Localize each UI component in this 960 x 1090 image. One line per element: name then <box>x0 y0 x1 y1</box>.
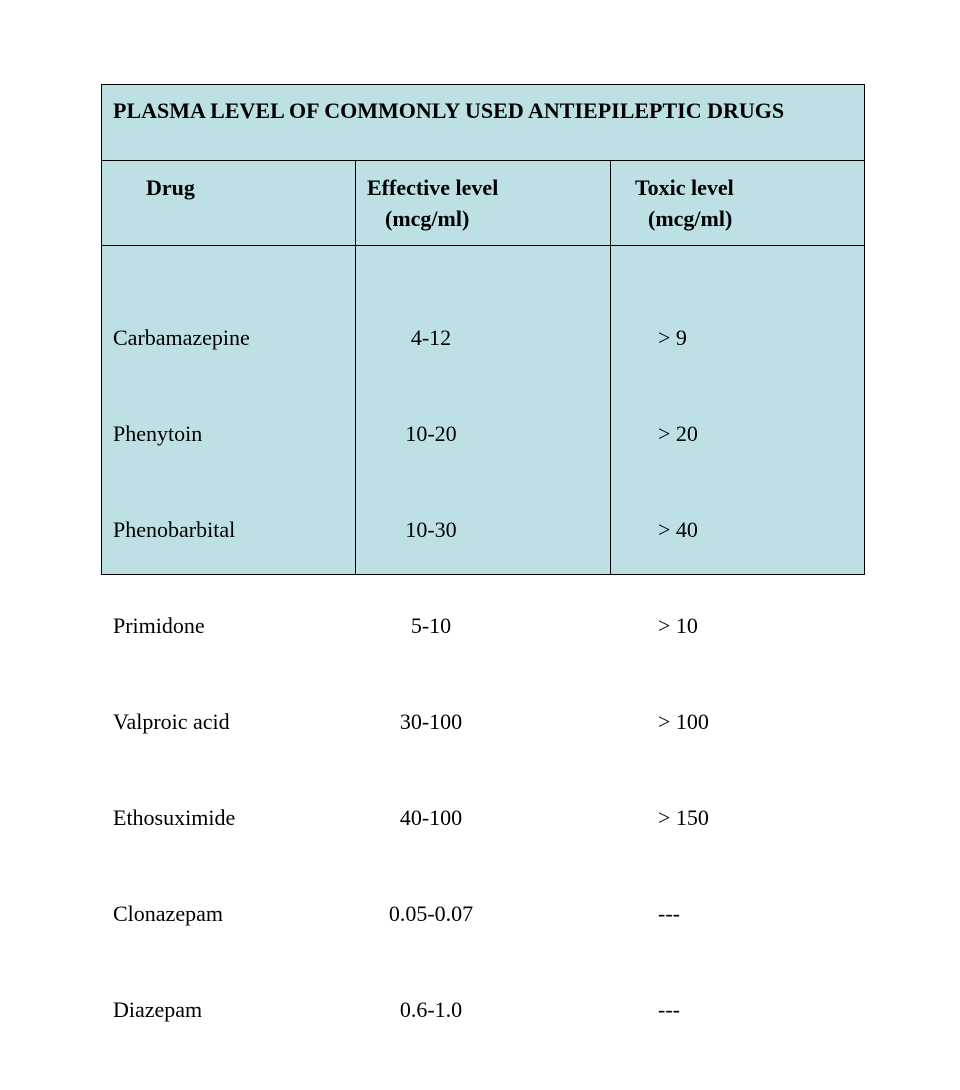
header-drug: Drug <box>146 175 195 200</box>
header-effective-line2: (mcg/ml) <box>385 206 470 231</box>
effective-level-cell: 10-30 <box>405 517 457 542</box>
table-title-row <box>101 85 865 161</box>
header-divider <box>101 245 865 246</box>
effective-level-cell: 30-100 <box>399 709 463 734</box>
drug-level-table <box>101 84 865 1022</box>
toxic-level-column <box>658 258 709 1090</box>
drug-cell: Carbamazepine <box>113 325 250 350</box>
effective-level-column <box>371 258 491 1090</box>
column-divider-2 <box>610 161 611 575</box>
effective-level-cell: 5-10 <box>410 613 452 638</box>
effective-level-cell: 0.05-0.07 <box>388 901 474 926</box>
drug-cell: Phenobarbital <box>113 517 236 542</box>
header-toxic-line1: Toxic level <box>635 175 734 200</box>
header-toxic-line2: (mcg/ml) <box>648 206 733 231</box>
table-title: PLASMA LEVEL OF COMMONLY USED ANTIEPILEPTIC DRUGS <box>113 98 785 123</box>
drug-column <box>113 258 250 1090</box>
drug-cell: Clonazepam <box>113 901 223 926</box>
drug-cell: Primidone <box>113 613 205 638</box>
drug-cell: Phenytoin <box>113 421 203 446</box>
toxic-level-cell: --- <box>658 997 680 1022</box>
column-divider-1 <box>355 161 356 575</box>
effective-level-cell: 10-20 <box>405 421 457 446</box>
drug-cell: Ethosuximide <box>113 805 236 830</box>
toxic-level-cell: > 40 <box>658 517 698 542</box>
drug-cell: Diazepam <box>113 997 203 1022</box>
effective-level-cell: 4-12 <box>410 325 452 350</box>
toxic-level-cell: > 100 <box>658 709 709 734</box>
effective-level-cell: 40-100 <box>399 805 463 830</box>
drug-cell: Valproic acid <box>113 709 230 734</box>
toxic-level-cell: --- <box>658 901 680 926</box>
toxic-level-cell: > 10 <box>658 613 698 638</box>
effective-level-cell: 0.6-1.0 <box>399 997 463 1022</box>
toxic-level-cell: > 9 <box>658 325 687 350</box>
toxic-level-cell: > 150 <box>658 805 709 830</box>
header-effective-line1: Effective level <box>367 175 499 200</box>
toxic-level-cell: > 20 <box>658 421 698 446</box>
table-left-border <box>101 84 102 574</box>
